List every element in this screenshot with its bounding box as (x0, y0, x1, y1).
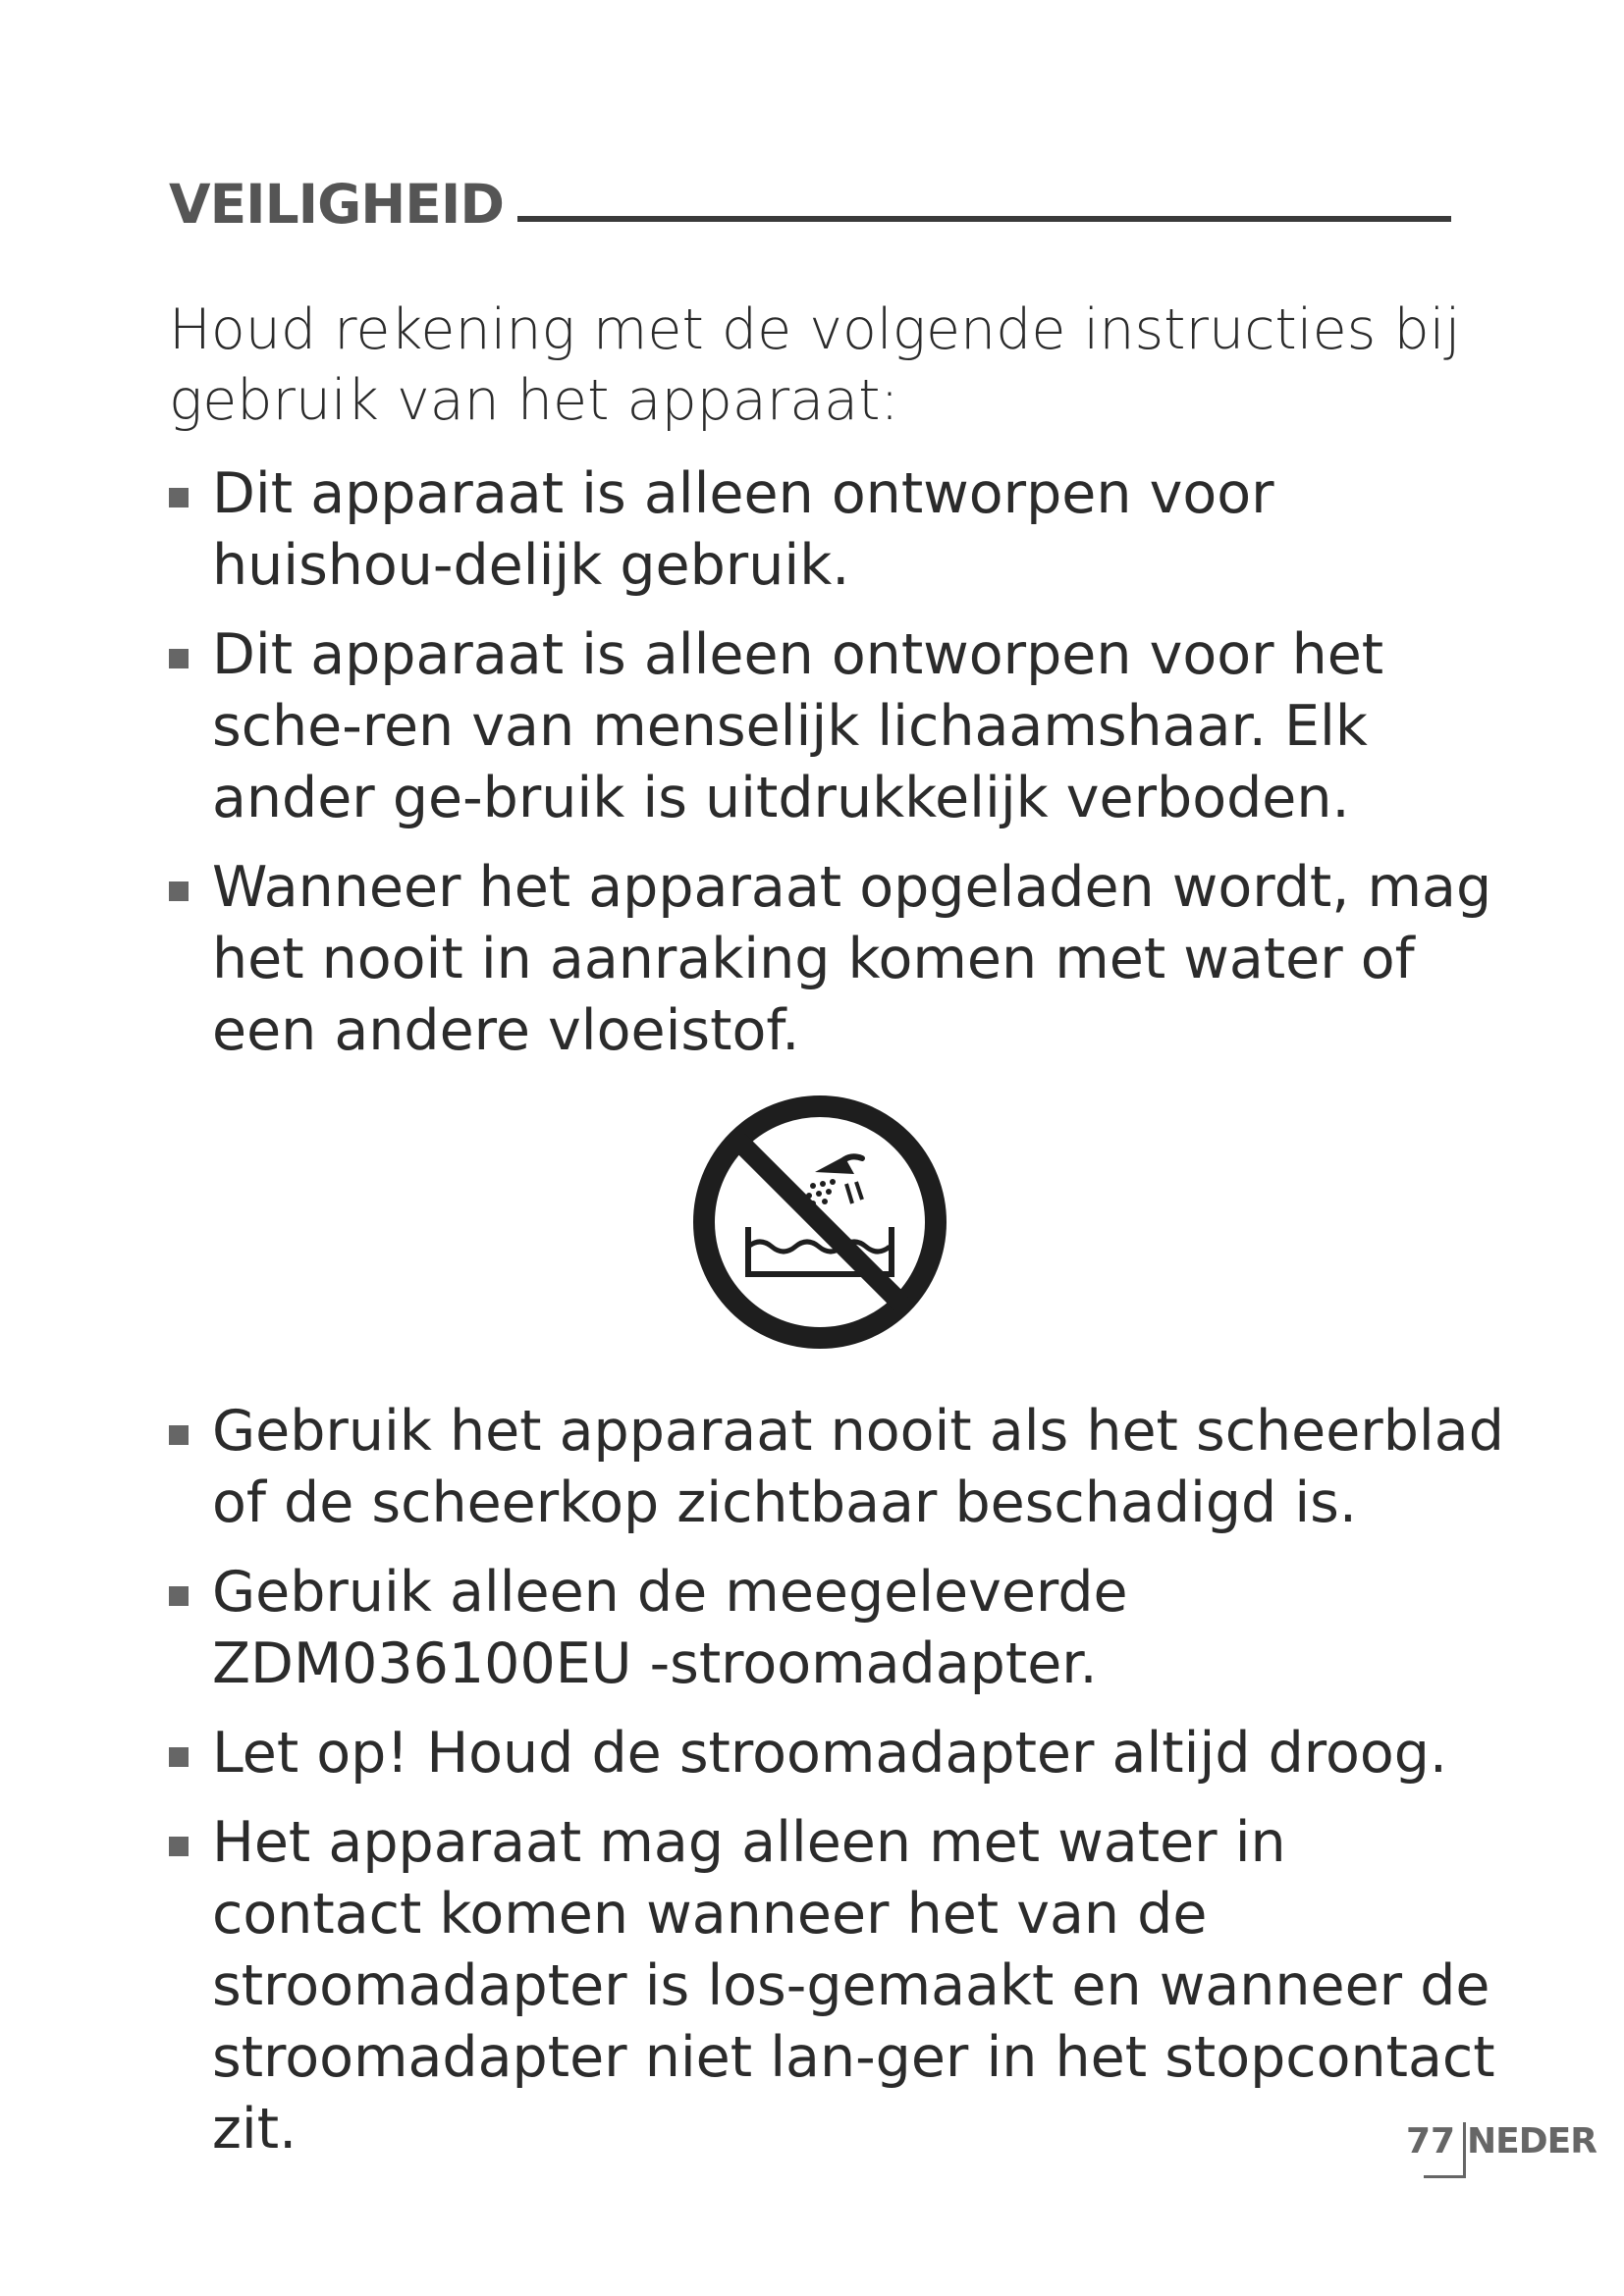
bullet-square-icon (169, 649, 189, 668)
list-item (169, 619, 1504, 834)
bullet-square-icon (169, 1586, 189, 1606)
bullet-square-icon (169, 1747, 189, 1767)
page-footer (1406, 2120, 1597, 2189)
list-item-text: Dit apparaat is alleen ontworpen voor huishou-delijk gebruik. (212, 461, 1274, 598)
safety-list-top (169, 458, 1504, 1085)
intro-text: Houd rekening met de volgende instructies bij gebruik van het apparaat: (169, 297, 1461, 433)
heading-rule (517, 216, 1451, 222)
list-item (169, 1718, 1504, 1789)
list-item (169, 1557, 1504, 1700)
no-water-immersion-icon (687, 1090, 952, 1355)
bullet-square-icon (169, 1837, 189, 1856)
page-number: 77 (1406, 2121, 1456, 2162)
list-item (169, 1807, 1504, 2165)
corner-mark-horizontal (1424, 2175, 1466, 2178)
list-item-text: Gebruik alleen de meegeleverde ZDM036100EU -stroomadapter. (212, 1560, 1128, 1696)
list-item-text: Wanneer het apparaat opgeladen wordt, mag het nooit in aanraking komen met water of een andere vloeistof. (212, 855, 1492, 1063)
list-item-text: Let op! Houd de stroomadapter altijd droog. (212, 1721, 1448, 1786)
language-label: NEDER (1467, 2121, 1597, 2162)
bullet-square-icon (169, 488, 189, 507)
list-item (169, 458, 1504, 602)
list-item-text: Het apparaat mag alleen met water in contact komen wanneer het van de stroomadapter is los-gemaakt en wanneer de stroomadapter niet lan-ger in het stopcontact zit. (212, 1810, 1495, 2162)
bullet-square-icon (169, 1425, 189, 1445)
list-item-text: Dit apparaat is alleen ontworpen voor het sche-ren van menselijk lichaamshaar. Elk ander ge-bruik is uitdrukkelijk verboden. (212, 622, 1384, 830)
safety-list-bottom (169, 1396, 1504, 2183)
list-item (169, 852, 1504, 1067)
section-title: VEILIGHEID (169, 173, 504, 236)
list-item (169, 1396, 1504, 1539)
list-item-text: Gebruik het apparaat nooit als het scheerblad of de scheerkop zichtbaar beschadigd is. (212, 1399, 1504, 1535)
corner-mark-vertical (1463, 2122, 1466, 2177)
section-heading-row (169, 147, 1451, 236)
bullet-square-icon (169, 881, 189, 901)
